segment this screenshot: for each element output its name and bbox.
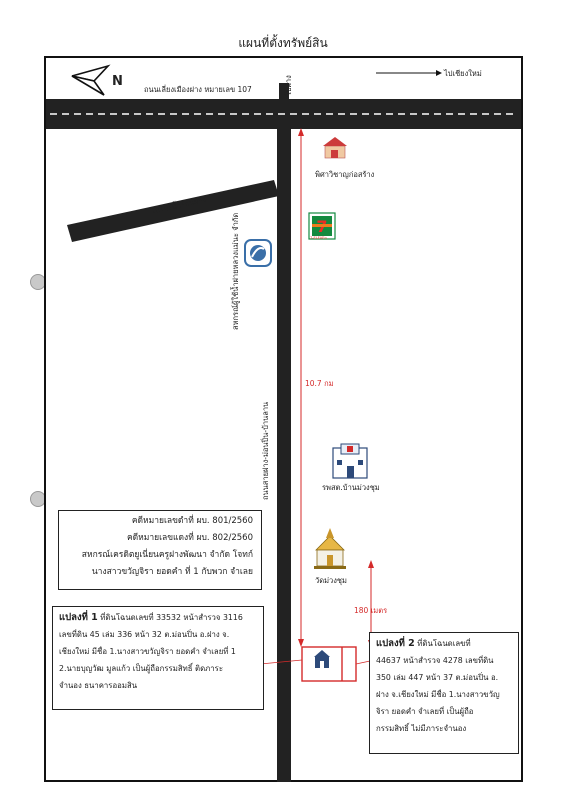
parcel1-line: จำนอง ธนาคารออมสิน xyxy=(59,681,138,690)
parcel2-line: ฝาง จ.เชียงใหม่ มีชื่อ 1.นางสาวขวัญ xyxy=(376,690,500,699)
parcel1-line: 2.นายบุญวัฒ มูลแก้ว เป็นผู้ถือกรรมสิทธิ์ ติดภาระ xyxy=(59,664,224,673)
parcel1-box xyxy=(52,606,264,710)
side-road-label: ไปโป่งน้ำร้อนฝาง xyxy=(150,195,208,216)
local-road xyxy=(277,129,291,782)
compass-n-label: N xyxy=(112,74,123,89)
co-op-label: สหกรณ์ผู้ใช้น้ำฝายหลวงแม่นะ จำกัด xyxy=(231,212,240,330)
case-info-line: คดีหมายเลขดำที่ ผบ. 801/2560 xyxy=(131,516,253,526)
to-chiang-mai-label: ไปเชียงใหม่ xyxy=(444,69,482,78)
local-road-label: ถนนสายฝาง-ม่อนปิ่น-บ้านลาน xyxy=(261,401,270,500)
case-info-line: สหกรณ์เครดิตยูเนี่ยนครูฝางพัฒนา จำกัด โจทก์ xyxy=(81,550,253,560)
parcel2-leader xyxy=(356,661,370,664)
parcel2-line: กรรมสิทธิ์ ไม่มีภาระจำนอง xyxy=(376,724,467,733)
parcel2-line: จิรา ยอดคำ จำเลยที่ เป็นผู้ถือ xyxy=(376,707,474,716)
distance-junction-label: 10.7 กม xyxy=(305,379,334,388)
house-icon xyxy=(314,650,330,668)
parcel1-line: เลขที่ดิน 45 เล่ม 336 หน้า 32 ต.ม่อนปิ่น อ.ฝาง จ. xyxy=(59,630,230,639)
case-info-line: คดีหมายเลขแดงที่ ผบ. 802/2560 xyxy=(126,533,253,543)
temple-icon xyxy=(314,528,346,569)
seven-eleven-text: 7-ELEVEn xyxy=(310,236,327,240)
hospital-label: รพสต.บ้านม่วงชุม xyxy=(322,483,380,492)
to-fang-label: ไปฝาง xyxy=(284,75,293,96)
parcel2-line: 44637 หน้าสำรวจ 4278 เลขที่ดิน xyxy=(376,656,494,665)
parcel2-box xyxy=(369,632,519,754)
shop-label: พิศาวิชาญก่อสร้าง xyxy=(315,170,375,179)
parcel1-line: ที่ดินโฉนดเลขที่ 33532 หน้าสำรวจ 3116 xyxy=(100,613,243,622)
case-info-box xyxy=(58,510,262,590)
hospital-icon xyxy=(333,444,367,478)
parcel2-heading: แปลงที่ 2 xyxy=(376,638,415,649)
page-title: แผนที่ตั้งทรัพย์สิน xyxy=(238,36,328,50)
shop-icon xyxy=(323,137,347,158)
case-info-line: นางสาวขวัญจิรา ยอดคำ ที่ 1 กับพวก จำเลย xyxy=(91,567,253,577)
parcel2-line: 350 เล่ม 447 หน้า 37 ต.ม่อนปิ่น อ. xyxy=(376,673,499,682)
parcel2-line: ที่ดินโฉนดเลขที่ xyxy=(417,639,471,648)
temple-label: วัดม่วงชุม xyxy=(315,576,347,585)
main-road-label: ถนนเลี่ยงเมืองฝาง หมายเลข 107 xyxy=(144,85,252,94)
co-op-logo-icon xyxy=(245,240,271,266)
distance-temple-label: 180 เมตร xyxy=(354,606,388,615)
parcel1-line: เชียงใหม่ มีชื่อ 1.นางสาวขวัญจิรา ยอดคำ จำเลยที่ 1 xyxy=(59,647,236,656)
north-arrow-icon xyxy=(72,66,108,95)
parcel1-heading: แปลงที่ 1 xyxy=(59,612,98,623)
